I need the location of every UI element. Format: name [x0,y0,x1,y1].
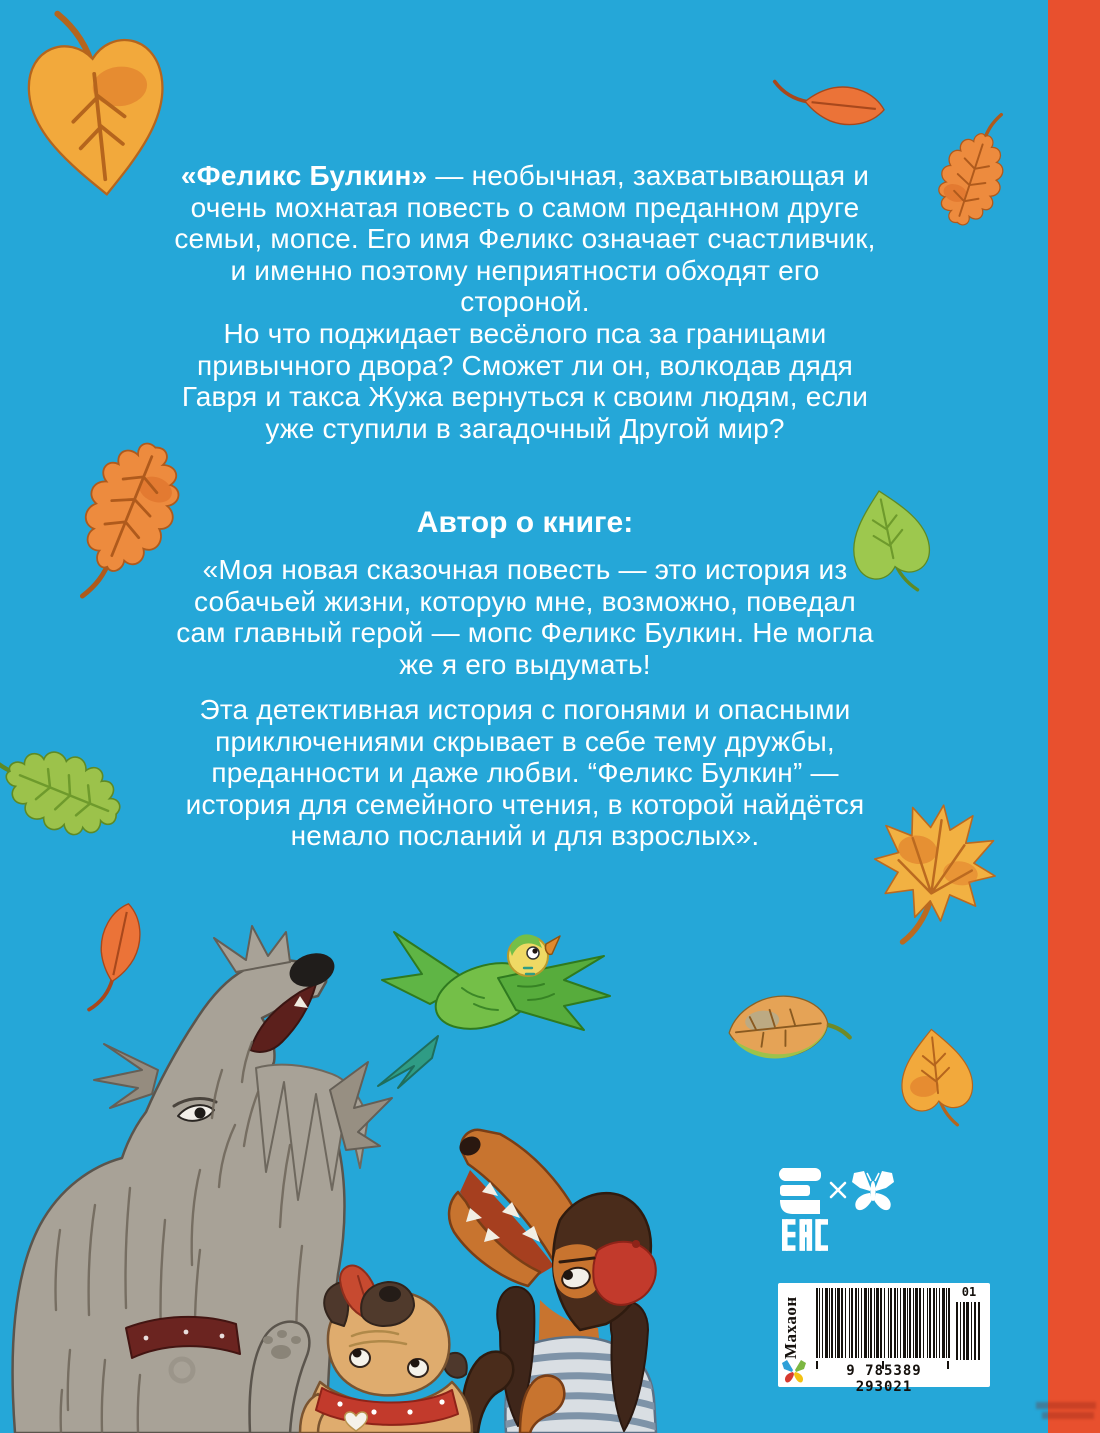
annotation-paragraph-1-text: — необычная, захватывающая и очень мохнатая повесть о самом преданном друге семьи, мопсе. Его имя Феликс означает счастливчик, и именно поэтому неприятности обходят его стороной. [174,160,876,317]
collab-x-icon [831,1183,845,1197]
author-heading: Автор о книге: [416,506,634,539]
watermark-smudge-2 [1042,1412,1094,1419]
watermark-smudge [1036,1402,1096,1409]
author-quote-1: «Моя новая сказочная повесть — это история из собачьей жизни, которую мне, возможно, поведал сам главный герой — мопс Феликс Булкин. Не могла же я его выдумать! [176,554,874,680]
spine-stripe [1048,0,1100,1433]
publisher-logos [779,1168,895,1214]
eac-mark [782,1218,828,1252]
barcode-publisher-label: Махаон [781,1296,800,1359]
budgie-illustration [378,932,610,1088]
annotation-paragraph-1 [172,160,878,318]
book-title-lead: «Феликс Булкин» [180,160,428,191]
barcode-addon: 01 [961,1285,977,1299]
author-quote-2: Эта детективная история с погонями и опасными приключениями скрывает в себе тему дружбы, преданности и даже любви. “Феликс Булкин” — история для семейного чтения, в которой найдётся немало посланий и для взрослых». [185,694,865,851]
leaf-oak-green-icon [0,711,142,863]
azbuka-logo [779,1168,821,1214]
annotation-paragraph-2: Но что поджидает весёлого пса за границами привычного двора? Сможет ли он, волкодав дядя Гавря и такса Жужа вернуться к своим людям, если уже ступили в загадочный Другой мир? [181,318,869,444]
butterfly-icon [852,1171,894,1210]
leaf-oak-right-icon [918,95,1032,241]
leaf-small-top-right-icon [766,65,892,143]
makhaon-butterfly-icon [781,1359,807,1383]
barcode-digits: 9 785389 293021 [846,1363,922,1395]
leaf-heart-large-icon [11,0,184,223]
dachshund-illustration [449,1130,660,1433]
